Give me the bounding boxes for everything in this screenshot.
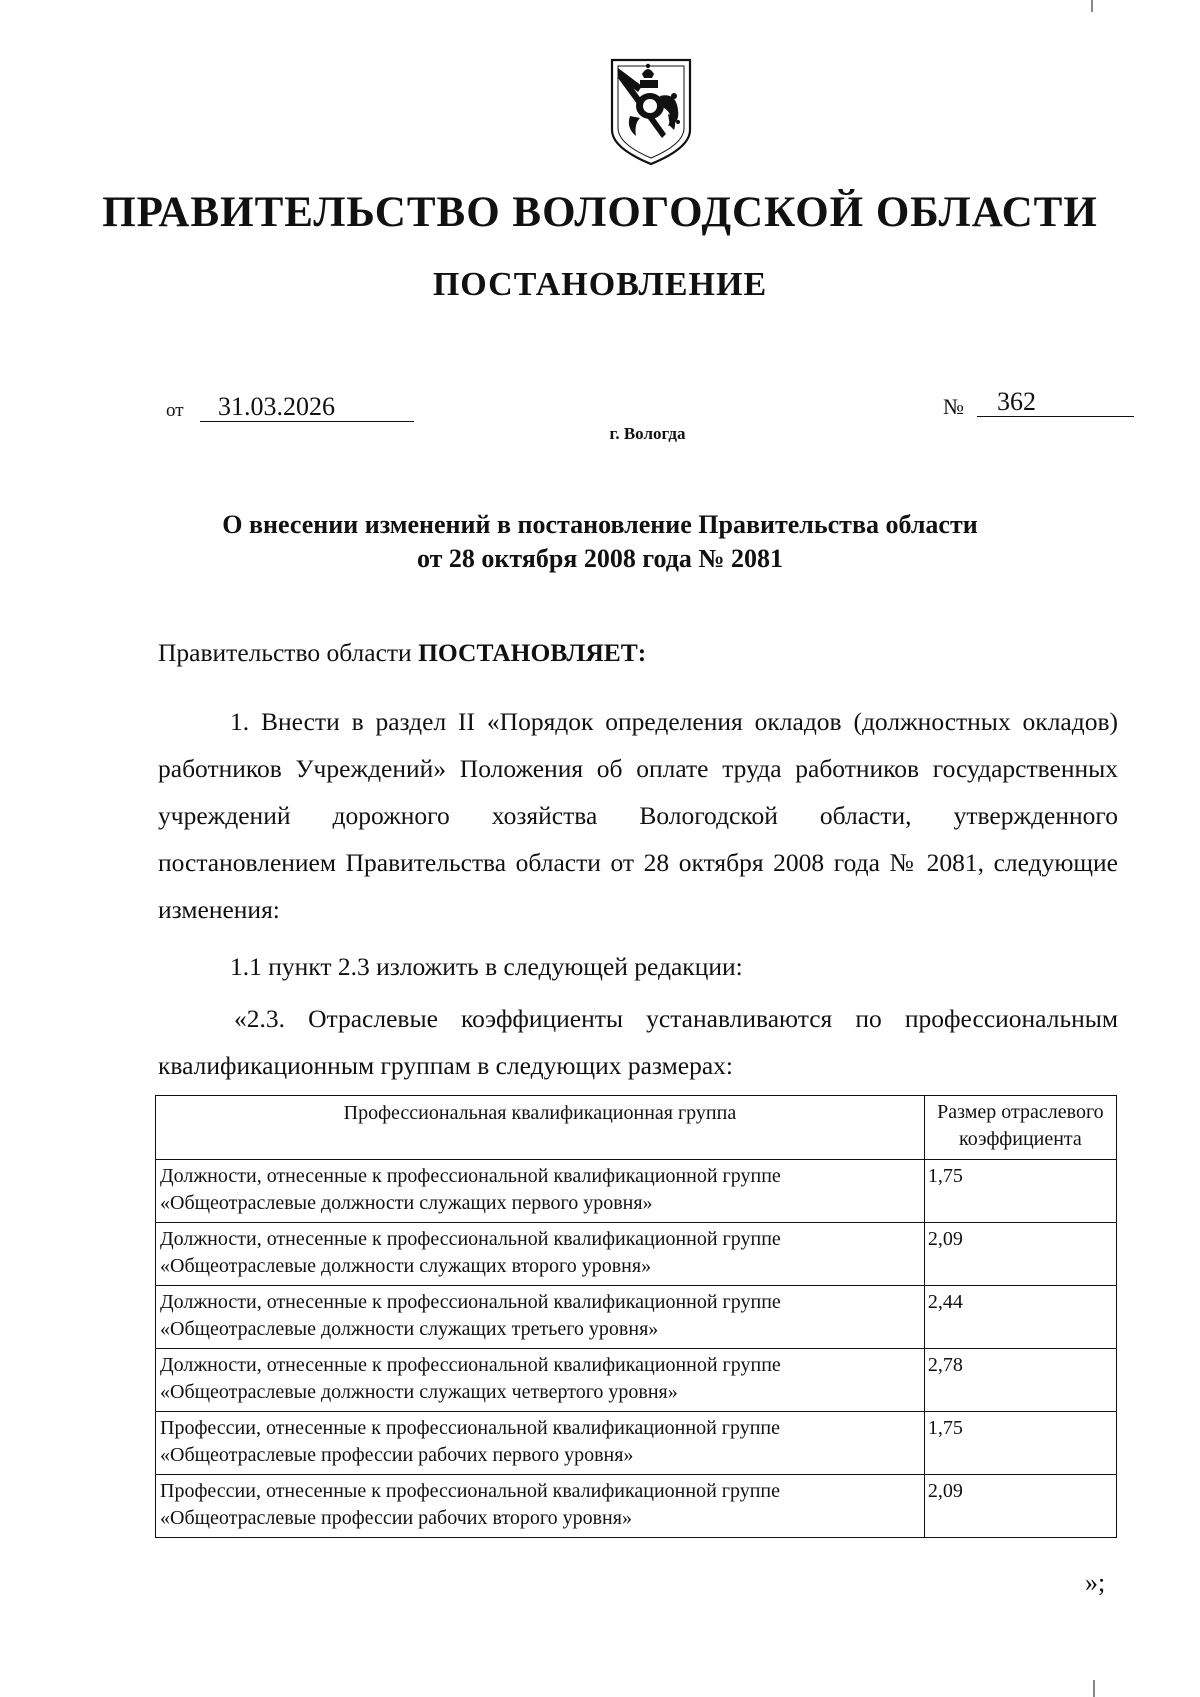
table-header-coefficient: Размер отраслевого коэффициента bbox=[924, 1096, 1116, 1160]
city: г. Вологда bbox=[609, 424, 686, 443]
document-number: 362 bbox=[977, 388, 1134, 417]
table-row bbox=[156, 1475, 1117, 1538]
document-type: ПОСТАНОВЛЕНИЕ bbox=[432, 266, 768, 303]
table-row bbox=[156, 1349, 1117, 1412]
table-row bbox=[156, 1412, 1117, 1475]
table-row bbox=[156, 1160, 1117, 1223]
date-label: от bbox=[166, 400, 184, 421]
document-date: 31.03.2026 bbox=[200, 393, 414, 422]
table-cell-value: 2,44 bbox=[924, 1286, 1116, 1349]
table-cell-value: 2,78 bbox=[924, 1349, 1116, 1412]
paragraph-1-1: 1.1 пункт 2.3 изложить в следующей редакции: bbox=[230, 952, 743, 981]
table-cell-group: Профессии, отнесенные к профессиональной квалификационной группе «Общеотраслевые профессии рабочих первого уровня» bbox=[156, 1412, 925, 1475]
scan-edge-mark bbox=[1093, 1680, 1095, 1697]
paragraph-2-3: «2.3. Отраслевые коэффициенты устанавливаются по профессиональным квалификационным группам в следующих размерах: bbox=[158, 1004, 1118, 1080]
table-cell-value: 1,75 bbox=[924, 1160, 1116, 1223]
coefficients-table bbox=[155, 1095, 1117, 1538]
table-header-row bbox=[156, 1096, 1117, 1160]
table-cell-value: 2,09 bbox=[924, 1223, 1116, 1286]
table-cell-group: Должности, отнесенные к профессиональной квалификационной группе «Общеотраслевые должности служащих второго уровня» bbox=[156, 1223, 925, 1286]
intro-paragraph bbox=[158, 638, 1118, 668]
document-subject bbox=[150, 508, 1050, 576]
intro-text: Правительство области bbox=[158, 638, 419, 667]
paragraph-1: 1. Внести в раздел II «Порядок определения окладов (должностных окладов) работников Учреждений» Положения об оплате труда работников государственных учреждений дорожного хозяйства Вологодской области, утвержденного постановлением Правительства области от 28 октября 2008 года № 2081, следующие изменения: bbox=[158, 707, 1118, 924]
subject-line-1: О внесении изменений в постановление Правительства области bbox=[222, 510, 978, 539]
subject-line-2: от 28 октября 2008 года № 2081 bbox=[416, 544, 784, 573]
table-cell-group: Должности, отнесенные к профессиональной квалификационной группе «Общеотраслевые должности служащих первого уровня» bbox=[156, 1160, 925, 1223]
scan-edge-mark bbox=[1091, 0, 1093, 12]
government-title: ПРАВИТЕЛЬСТВО ВОЛОГОДСКОЙ ОБЛАСТИ bbox=[102, 189, 1098, 236]
table-header-group: Профессиональная квалификационная группа bbox=[156, 1096, 925, 1160]
table-cell-value: 2,09 bbox=[924, 1475, 1116, 1538]
closing-quote: »; bbox=[1085, 1568, 1106, 1597]
table-cell-group: Должности, отнесенные к профессиональной квалификационной группе «Общеотраслевые должности служащих четвертого уровня» bbox=[156, 1349, 925, 1412]
vologda-coat-of-arms-icon bbox=[608, 56, 694, 168]
intro-resolves: ПОСТАНОВЛЯЕТ: bbox=[418, 638, 647, 667]
table-row bbox=[156, 1286, 1117, 1349]
table-row bbox=[156, 1223, 1117, 1286]
table-cell-group: Профессии, отнесенные к профессиональной квалификационной группе «Общеотраслевые профессии рабочих второго уровня» bbox=[156, 1475, 925, 1538]
table-cell-value: 1,75 bbox=[924, 1412, 1116, 1475]
table-cell-group: Должности, отнесенные к профессиональной квалификационной группе «Общеотраслевые должности служащих третьего уровня» bbox=[156, 1286, 925, 1349]
number-label: № bbox=[943, 394, 964, 419]
